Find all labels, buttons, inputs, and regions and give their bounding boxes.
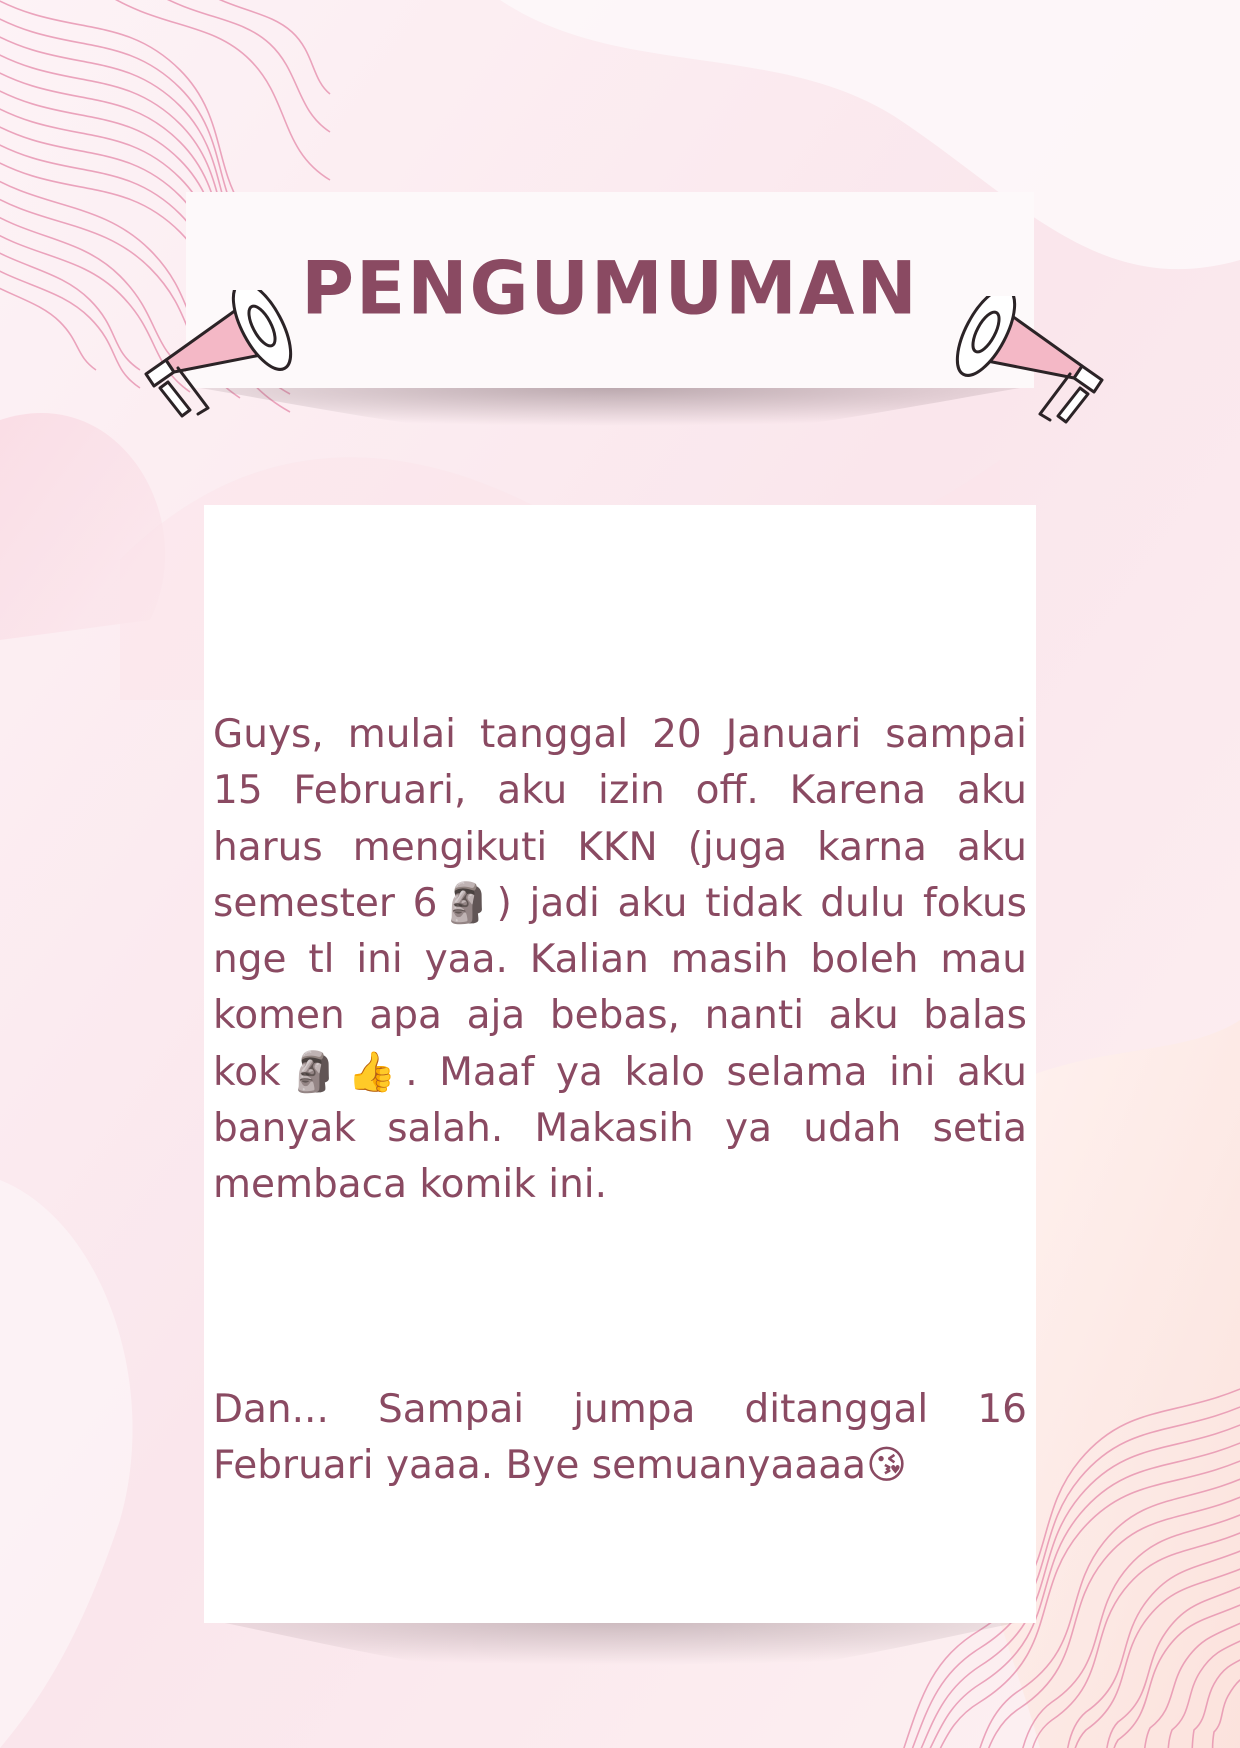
megaphone-icon: [138, 290, 298, 450]
page-title: PENGUMUMAN: [301, 245, 919, 331]
farewell-paragraph: Dan... Sampai jumpa ditanggal 16 Februari yaaa. Bye semuanyaaaa😘: [213, 1387, 1027, 1489]
title-card-shadow: [200, 388, 1020, 448]
announcement-paragraph: Guys, mulai tanggal 20 Januari sampai 15 Februari, aku izin off. Karena aku harus mengikuti KKN (juga karna aku semester 6🗿) jadi aku tidak dulu fokus nge tl ini yaa. Kalian masih boleh mau komen apa aja bebas, nanti aku balas kok🗿👍. Maaf ya kalo selama ini aku banyak salah. Makasih ya udah setia membaca komik ini.: [213, 712, 1027, 1208]
megaphone-icon: [950, 296, 1110, 456]
body-card-shadow: [210, 1620, 1030, 1690]
